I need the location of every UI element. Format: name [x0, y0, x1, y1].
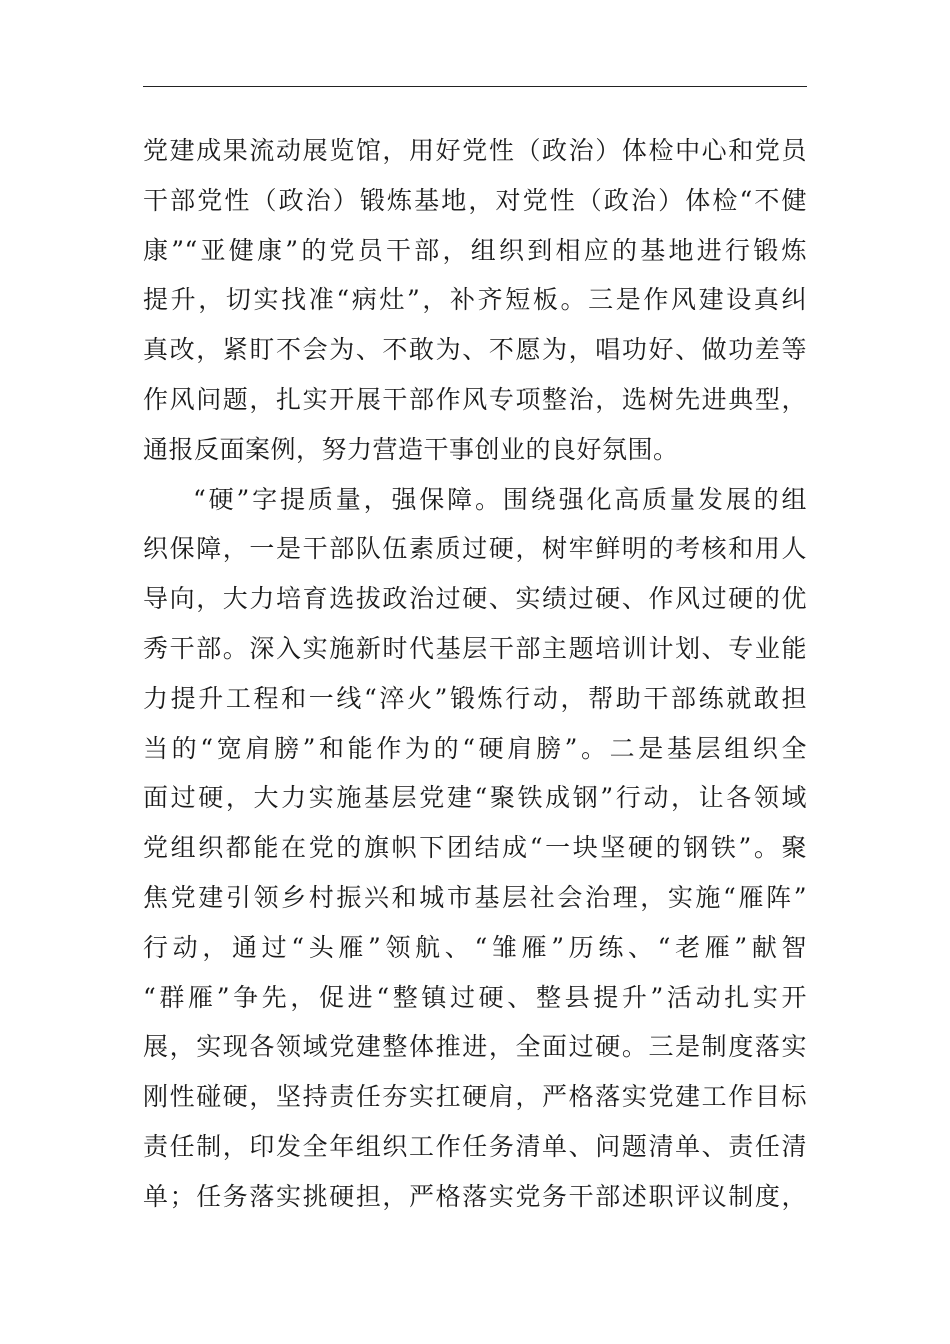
text-line: 康”“亚健康”的党员干部，组织到相应的基地进行锻炼: [143, 235, 807, 265]
text-line: 责任制，印发全年组织工作任务清单、问题清单、责任清: [143, 1131, 807, 1161]
body-text: [143, 126, 807, 1222]
text-line: 面过硬，大力实施基层党建“聚铁成钢”行动，让各领域: [143, 783, 807, 813]
text-line: 党组织都能在党的旗帜下团结成“一块坚硬的钢铁”。聚: [143, 833, 807, 863]
text-line: 焦党建引领乡村振兴和城市基层社会治理，实施“雁阵”: [143, 882, 807, 912]
text-line: 导向，大力培育选拔政治过硬、实绩过硬、作风过硬的优: [143, 584, 807, 614]
text-line: 真改，紧盯不会为、不敢为、不愿为，唱功好、做功差等: [143, 335, 807, 365]
text-line: 单；任务落实挑硬担，严格落实党务干部述职评议制度，: [143, 1181, 807, 1211]
text-line: 通报反面案例，努力营造干事创业的良好氛围。: [143, 434, 679, 464]
text-line: 力提升工程和一线“淬火”锻炼行动，帮助干部练就敢担: [143, 683, 807, 713]
text-line: 刚性碰硬，坚持责任夯实扛硬肩，严格落实党建工作目标: [143, 1082, 807, 1112]
text-line: 织保障，一是干部队伍素质过硬，树牢鲜明的考核和用人: [143, 534, 807, 564]
text-line: 展，实现各领域党建整体推进，全面过硬。三是制度落实: [143, 1032, 807, 1062]
text-line: 秀干部。深入实施新时代基层干部主题培训计划、专业能: [143, 633, 807, 663]
text-line: 行动，通过“头雁”领航、“雏雁”历练、“老雁”献智: [143, 932, 807, 962]
header-rule: [143, 86, 807, 87]
text-line: 作风问题，扎实开展干部作风专项整治，选树先进典型，: [143, 384, 807, 414]
text-line: 提升，切实找准“病灶”，补齐短板。三是作风建设真纠: [143, 285, 807, 315]
paragraph-start-line: “硬”字提质量，强保障。围绕强化高质量发展的组: [193, 484, 807, 514]
text-line: “群雁”争先，促进“整镇过硬、整县提升”活动扎实开: [143, 982, 807, 1012]
text-line: 党建成果流动展览馆，用好党性（政治）体检中心和党员: [143, 136, 807, 165]
text-line: 当的“宽肩膀”和能作为的“硬肩膀”。二是基层组织全: [143, 733, 807, 763]
text-line: 干部党性（政治）锻炼基地，对党性（政治）体检“不健: [143, 185, 807, 215]
